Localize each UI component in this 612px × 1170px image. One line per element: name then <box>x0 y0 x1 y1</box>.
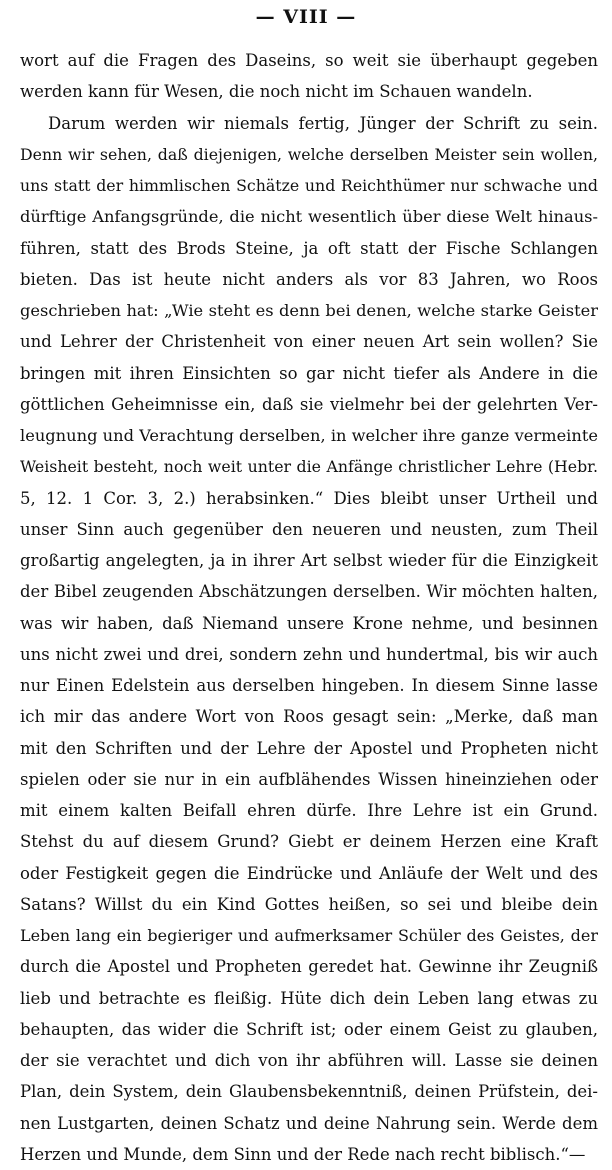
text-line: spielen oder sie nur in ein aufblähendes Wissen hineinziehen oder <box>20 769 598 789</box>
text-line: uns nicht zwei und drei, sondern zehn und hundertmal, bis wir auch <box>20 644 598 664</box>
text-line: mit den Schriften und der Lehre der Apostel und Propheten nicht <box>20 738 598 758</box>
text-line: leugnung und Verachtung derselben, in welcher ihre ganze vermeinte <box>20 426 598 445</box>
text-line: Leben lang ein begieriger und aufmerksamer Schüler des Geistes, der <box>20 926 598 945</box>
text-line: Weisheit besteht, noch weit unter die Anfänge christlicher Lehre (Hebr. <box>20 457 598 477</box>
text-line: der sie verachtet und dich von ihr abführen will. Lasse sie deinen <box>20 1051 598 1070</box>
text-line: Satans? Willst du ein Kind Gottes heißen, so sei und bleibe dein <box>20 894 598 914</box>
text-line: was wir haben, daß Niemand unsere Krone nehme, und besinnen <box>20 613 598 633</box>
text-line: ich mir das andere Wort von Roos gesagt sein: „Merke, daß man <box>20 707 598 727</box>
text-line: durch die Apostel und Propheten geredet hat. Gewinne ihr Zeugniß <box>20 957 598 977</box>
text-line: lieb und betrachte es fleißig. Hüte dich dein Leben lang etwas zu <box>20 988 598 1008</box>
text-line: großartig angelegten, ja in ihrer Art selbst wieder für die Einzigkeit <box>20 551 598 570</box>
text-line: uns statt der himmlischen Schätze und Reichthümer nur schwache und <box>20 176 598 195</box>
text-line: 5, 12. 1 Cor. 3, 2.) herabsinken.“ Dies bleibt unser Urtheil und <box>20 488 598 508</box>
text-line: Plan, dein System, dein Glaubensbekenntniß, deinen Prüfstein, dei- <box>20 1082 598 1102</box>
text-line: wort auf die Fragen des Daseins, so weit sie überhaupt gegeben <box>20 51 598 70</box>
text-line: unser Sinn auch gegenüber den neueren und neusten, zum Theil <box>20 519 598 539</box>
text-line: behaupten, das wider die Schrift ist; oder einem Geist zu glauben, <box>20 1019 598 1039</box>
text-line: werden kann für Wesen, die noch nicht im Schauen wandeln. <box>20 82 533 102</box>
text-line: göttlichen Geheimnisse ein, daß sie vielmehr bei der gelehrten Ver- <box>20 394 598 414</box>
text-line: geschrieben hat: „Wie steht es denn bei denen, welche starke Geister <box>20 301 598 320</box>
text-line: nur Einen Edelstein aus derselben hingeben. In diesem Sinne lasse <box>20 676 598 695</box>
text-line: führen, statt des Brods Steine, ja oft statt der Fische Schlangen <box>20 238 598 258</box>
body-text <box>20 45 598 1170</box>
page-header: — VIII — <box>255 6 357 28</box>
text-line: mit einem kalten Beifall ehren dürfe. Ihre Lehre ist ein Grund. <box>20 801 598 820</box>
text-line: bieten. Das ist heute nicht anders als vor 83 Jahren, wo Roos <box>20 269 598 289</box>
text-line: oder Festigkeit gegen die Eindrücke und Anläufe der Welt und des <box>20 863 598 883</box>
text-line: der Bibel zeugenden Abschätzungen derselben. Wir möchten halten, <box>20 582 598 602</box>
text-line: und Lehrer der Christenheit von einer neuen Art sein wollen? Sie <box>20 332 598 352</box>
text-line: nen Lustgarten, deinen Schatz und deine Nahrung sein. Werde dem <box>20 1113 598 1133</box>
text-line: Herzen und Munde, dem Sinn und der Rede nach recht biblisch.“— <box>20 1144 586 1164</box>
text-line: Stehst du auf diesem Grund? Giebt er deinem Herzen eine Kraft <box>20 832 598 852</box>
text-line: bringen mit ihren Einsichten so gar nicht tiefer als Andere in die <box>20 363 598 383</box>
text-line: Darum werden wir niemals fertig, Jünger der Schrift zu sein. <box>48 113 598 133</box>
text-line: dürftige Anfangsgründe, die nicht wesentlich über diese Welt hinaus- <box>20 207 598 227</box>
text-line: Denn wir sehen, daß diejenigen, welche derselben Meister sein wollen, <box>20 144 598 164</box>
